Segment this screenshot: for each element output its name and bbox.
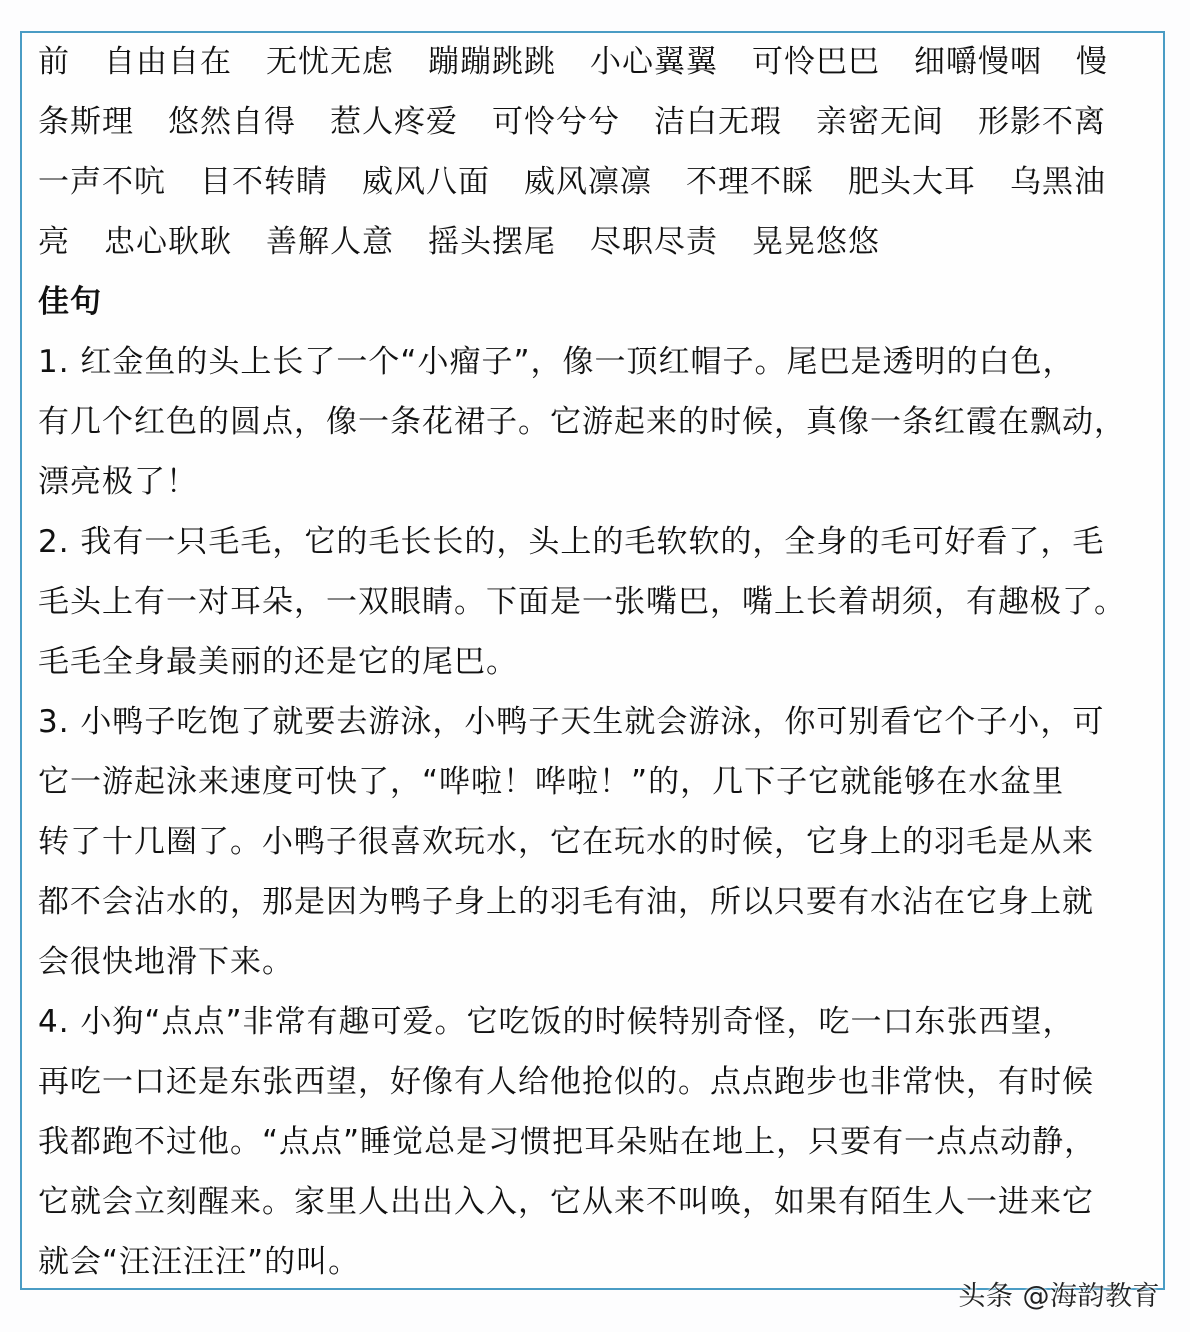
vocab-word: 不理不睬 — [686, 164, 814, 200]
sentence-line: 3. 小鸭子吃饱了就要去游泳，小鸭子天生就会游泳，你可别看它个子小，可 — [38, 704, 1105, 740]
sentence-line: 有几个红色的圆点，像一条花裙子。它游起来的时候，真像一条红霞在飘动， — [38, 404, 1126, 440]
vocab-word: 亲密无间 — [816, 104, 944, 140]
sentence-line: 2. 我有一只毛毛，它的毛长长的，头上的毛软软的，全身的毛可好看了，毛 — [38, 524, 1105, 560]
vocab-word: 一声不吭 — [38, 164, 166, 200]
sentence-line: 1. 红金鱼的头上长了一个“小瘤子”，像一顶红帽子。尾巴是透明的白色， — [38, 344, 1075, 380]
vocab-word: 忠心耿耿 — [104, 224, 232, 260]
vocab-word: 惹人疼爱 — [330, 104, 458, 140]
sentence-line: 毛毛全身最美丽的还是它的尾巴。 — [38, 644, 518, 680]
vocab-word: 悠然自得 — [168, 104, 296, 140]
document-content — [38, 36, 1158, 1296]
sentence-line: 漂亮极了！ — [38, 464, 198, 500]
vocab-word: 目不转睛 — [200, 164, 328, 200]
vocab-word: 晃晃悠悠 — [752, 224, 880, 260]
vocab-word: 善解人意 — [266, 224, 394, 260]
sentence-line: 都不会沾水的，那是因为鸭子身上的羽毛有油，所以只要有水沾在它身上就 — [38, 884, 1094, 920]
vocab-word: 慢 — [1076, 44, 1108, 80]
vocab-word: 形影不离 — [978, 104, 1106, 140]
sentence-line: 转了十几圈了。小鸭子很喜欢玩水，它在玩水的时候，它身上的羽毛是从来 — [38, 824, 1094, 860]
sentence-line: 会很快地滑下来。 — [38, 944, 294, 980]
vocab-word: 摇头摆尾 — [428, 224, 556, 260]
section-heading: 佳句 — [38, 284, 102, 320]
vocab-word: 肥头大耳 — [848, 164, 976, 200]
vocab-word: 乌黑油 — [1010, 164, 1106, 200]
sentence-line: 毛头上有一对耳朵，一双眼睛。下面是一张嘴巴，嘴上长着胡须，有趣极了。 — [38, 584, 1126, 620]
vocab-line-4 — [38, 216, 1158, 276]
vocab-word: 条斯理 — [38, 104, 134, 140]
sentence-line: 4. 小狗“点点”非常有趣可爱。它吃饭的时候特别奇怪，吃一口东张西望， — [38, 1004, 1075, 1040]
vocab-line-3 — [38, 156, 1158, 216]
sentence-line: 再吃一口还是东张西望，好像有人给他抢似的。点点跑步也非常快，有时候 — [38, 1064, 1094, 1100]
vocab-word: 威风八面 — [362, 164, 490, 200]
sentence-line: 它一游起泳来速度可快了，“哗啦！哗啦！”的，几下子它就能够在水盆里 — [38, 764, 1065, 800]
vocab-word: 细嚼慢咽 — [914, 44, 1042, 80]
vocab-word: 小心翼翼 — [590, 44, 718, 80]
sentence-line: 就会“汪汪汪汪”的叫。 — [38, 1244, 361, 1280]
vocab-word: 前 — [38, 44, 70, 80]
vocab-word: 无忧无虑 — [266, 44, 394, 80]
sentence-line: 我都跑不过他。“点点”睡觉总是习惯把耳朵贴在地上，只要有一点点动静， — [38, 1124, 1097, 1160]
vocab-word: 自由自在 — [104, 44, 232, 80]
vocab-line-2 — [38, 96, 1158, 156]
vocab-word: 尽职尽责 — [590, 224, 718, 260]
vocab-line-1 — [38, 36, 1158, 96]
vocab-word: 威风凛凛 — [524, 164, 652, 200]
vocab-word: 蹦蹦跳跳 — [428, 44, 556, 80]
sentence-line: 它就会立刻醒来。家里人出出入入，它从来不叫唤，如果有陌生人一进来它 — [38, 1184, 1094, 1220]
vocab-word: 可怜兮兮 — [492, 104, 620, 140]
vocab-word: 可怜巴巴 — [752, 44, 880, 80]
vocab-word: 洁白无瑕 — [654, 104, 782, 140]
watermark: 头条 @海韵教育 — [958, 1281, 1160, 1312]
vocab-word: 亮 — [38, 224, 70, 260]
